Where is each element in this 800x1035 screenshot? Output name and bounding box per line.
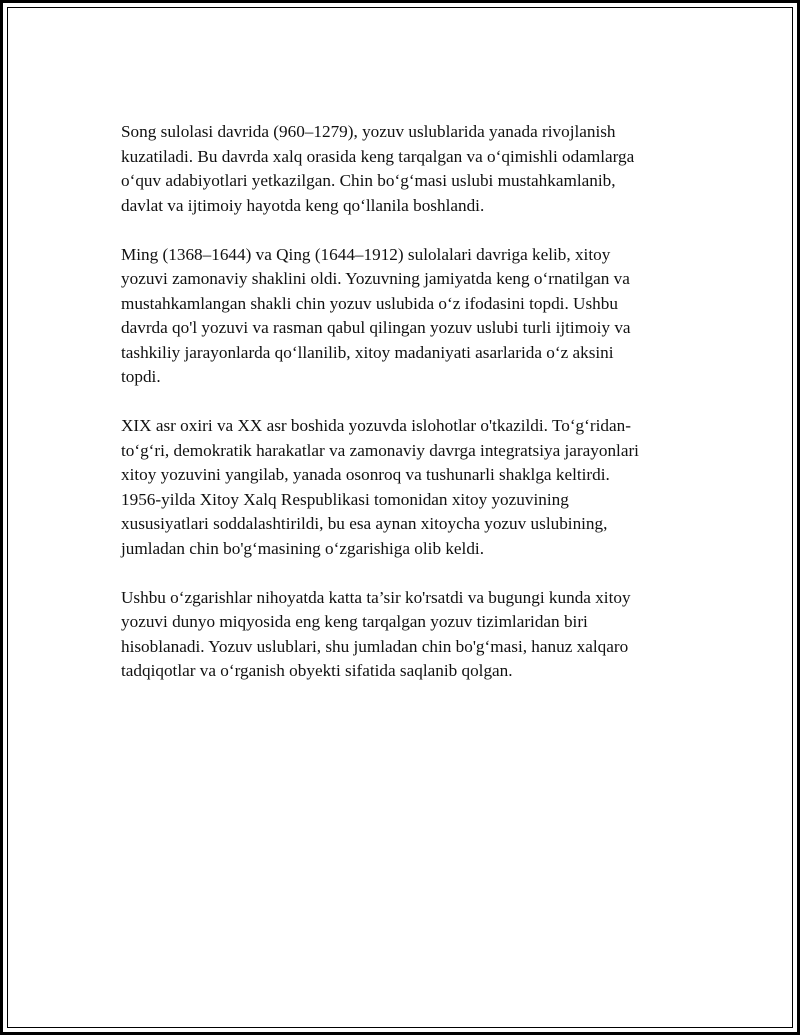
text-line: Ushbu o‘zgarishlar nihoyatda katta ta’sir ko'rsatdi va bugungi kunda xitoy bbox=[121, 587, 631, 607]
text-line: yozuvi dunyo miqyosida eng keng tarqalgan yozuv tizimlaridan biri bbox=[121, 612, 588, 631]
text-line: yozuvi zamonaviy shaklini oldi. Yozuvning jamiyatda keng o‘rnatilgan va bbox=[121, 269, 630, 288]
paragraph-impact bbox=[121, 586, 686, 684]
document-body bbox=[121, 120, 686, 708]
paragraph-ming-qing-dynasties bbox=[121, 243, 686, 390]
text-line: mustahkamlangan shakli chin yozuv uslubida o‘z ifodasini topdi. Ushbu bbox=[121, 293, 618, 313]
text-line: tashkiliy jarayonlarda qo‘llanilib, xitoy madaniyati asarlarida o‘z aksini bbox=[121, 342, 614, 362]
text-line: XIX asr oxiri va XX asr boshida yozuvda islohotlar o'tkazildi. To‘g‘ridan- bbox=[121, 416, 631, 435]
text-line: hisoblanadi. Yozuv uslublari, shu jumladan chin bo'g‘masi, hanuz xalqaro bbox=[121, 636, 629, 656]
text-line: 1956-yilda Xitoy Xalq Respublikasi tomonidan xitoy yozuvining bbox=[121, 489, 569, 509]
text-line: to‘g‘ri, demokratik harakatlar va zamonaviy davrga integratsiya jarayonlari bbox=[121, 440, 639, 460]
text-line: kuzatiladi. Bu davrda xalq orasida keng tarqalgan va o‘qimishli odamlarga bbox=[121, 146, 635, 166]
text-line: davlat va ijtimoiy hayotda keng qo‘llanila boshlandi. bbox=[121, 195, 485, 215]
text-line: o‘quv adabiyotlari yetkazilgan. Chin bo‘g‘masi uslubi mustahkamlanib, bbox=[121, 171, 616, 190]
paragraph-song-dynasty bbox=[121, 120, 686, 218]
text-line: jumladan chin bo'g‘masining o‘zgarishiga olib keldi. bbox=[121, 538, 485, 558]
text-line: Ming (1368–1644) va Qing (1644–1912) sulolalari davriga kelib, xitoy bbox=[121, 244, 611, 264]
text-line: davrda qo'l yozuvi va rasman qabul qilingan yozuv uslubi turli ijtimoiy va bbox=[121, 318, 631, 337]
text-line: Song sulolasi davrida (960–1279), yozuv uslublarida yanada rivojlanish bbox=[121, 122, 616, 141]
paragraph-reforms bbox=[121, 414, 686, 561]
text-line: xususiyatlari soddalashtirildi, bu esa aynan xitoycha yozuv uslubining, bbox=[121, 514, 608, 533]
text-line: topdi. bbox=[121, 367, 161, 386]
text-line: xitoy yozuvini yangilab, yanada osonroq va tushunarli shaklga keltirdi. bbox=[121, 465, 610, 484]
text-line: tadqiqotlar va o‘rganish obyekti sifatida saqlanib qolgan. bbox=[121, 661, 513, 680]
